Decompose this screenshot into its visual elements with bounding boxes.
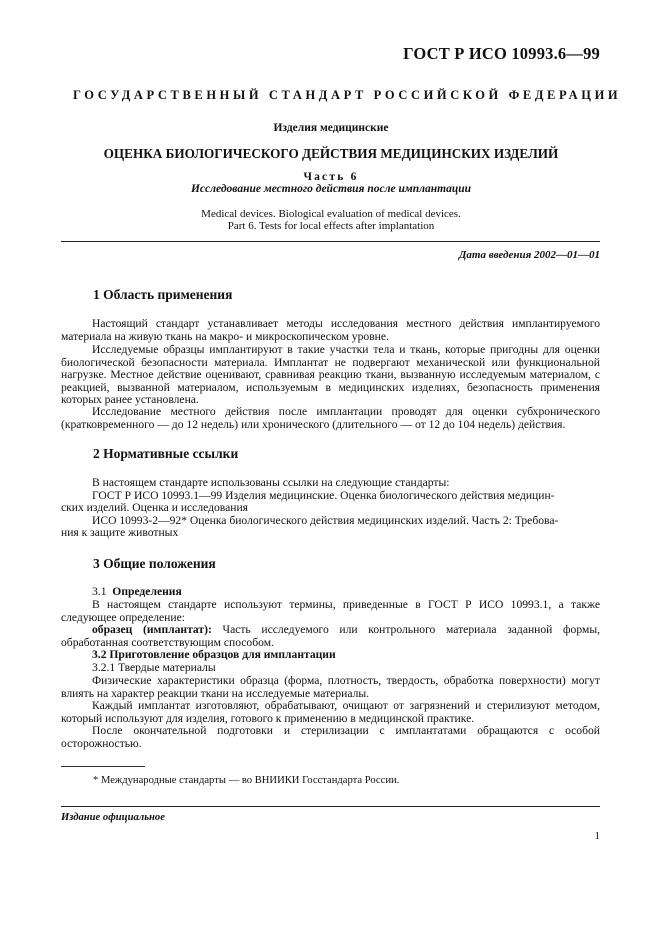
subsection-3-1-title: Определения (112, 585, 182, 598)
subsection-3-1 (92, 586, 600, 599)
section-2-line-4: ИСО 10993-2—92* Оценка биологического действия медицинских изделий. Часть 2: Требова- (92, 514, 559, 527)
page-number: 1 (594, 830, 600, 842)
section-1-paragraph-3: Исследование местного действия после имплантации проводят для оценки субхронического (кратковременного — до 12 недель) или хронического (длительного — от 12 до 104 недель) действия. (61, 405, 600, 431)
subsection-3-2-1-paragraph-1: Физические характеристики образца (форма, плотность, твердость, обработка поверхности) могут влиять на характер реакции ткани на исследуемые материалы. (61, 674, 600, 700)
section-1-paragraph-1: Настоящий стандарт устанавливает методы исследования местного действия имплантируемого материала на живую ткань на макро- и микроскопическом уровне. (61, 317, 600, 343)
document-main-title: ОЦЕНКА БИОЛОГИЧЕСКОГО ДЕЙСТВИЯ МЕДИЦИНСКИХ ИЗДЕЛИЙ (103, 146, 559, 161)
english-title-line-2: Part 6. Tests for local effects after implantation (227, 220, 435, 232)
subsection-3-2-1-paragraph-2: Каждый имплантат изготовляют, обрабатывают, очищают от загрязнений и стерилизуют методом, который используют для изделия, готового к применению в медицинской практике. (61, 699, 600, 725)
subsection-3-1-number: 3.1 (92, 585, 107, 598)
section-2-line-5: ния к защите животных (61, 526, 179, 539)
official-edition-label: Издание официальное (61, 812, 165, 823)
english-title-line-1: Medical devices. Biological evaluation of medical devices. (201, 208, 461, 220)
definition-term: образец (имплантат): (92, 623, 212, 636)
definition-specimen (61, 624, 600, 649)
subsection-3-2-1-heading: 3.2.1 Твердые материалы (92, 661, 216, 674)
document-subtitle: Изделия медицинские (273, 122, 389, 134)
subsection-3-1-text: В настоящем стандарте используют термины, приведенные в ГОСТ Р ИСО 10993.1, а также следующее определение: (61, 598, 600, 624)
footer-divider (61, 806, 600, 807)
section-1-paragraph-2: Исследуемые образцы имплантируют в такие участки тела и ткань, которые пригодны для оценки биологической безопасности материала. Имплантат не подвергают механической или функциональной нагрузке. Местное действие оценивают, сравнивая реакцию ткани, вызванную исследуемым материалом, с реакцией, вызванной материалом, используемым в медицинских изделиях, безопасность применения которых ранее установлена. (61, 343, 600, 407)
footnote: * Международные стандарты — во ВНИИКИ Госстандарта России. (93, 775, 400, 786)
part-number: Часть 6 (303, 171, 359, 183)
part-title: Исследование местного действия после имплантации (190, 183, 472, 195)
section-1-heading: 1 Область применения (93, 287, 233, 302)
state-standard-banner: ГОСУДАРСТВЕННЫЙ СТАНДАРТ РОССИЙСКОЙ ФЕДЕРАЦИИ (73, 88, 622, 102)
footnote-divider (61, 766, 145, 767)
section-2-heading: 2 Нормативные ссылки (93, 446, 239, 461)
section-2-line-2: ГОСТ Р ИСО 10993.1—99 Изделия медицинские. Оценка биологического действия медицин- (92, 489, 555, 502)
section-2-line-3: ских изделий. Оценка и исследования (61, 501, 248, 514)
section-3-heading: 3 Общие положения (93, 556, 216, 571)
introduction-date: Дата введения 2002—01—01 (458, 249, 600, 261)
subsection-3-2-1-paragraph-3: После окончательной подготовки и стерилизации с имплантатами обращаются с особой осторожностью. (61, 724, 600, 750)
header-divider (61, 241, 600, 242)
section-2-line-1: В настоящем стандарте использованы ссылки на следующие стандарты: (92, 476, 450, 489)
definition-text: Часть исследуемого или контрольного материала заданной формы, обработанная соответствующим способом. (61, 623, 601, 649)
document-code: ГОСТ Р ИСО 10993.6—99 (403, 44, 600, 63)
subsection-3-2-heading: 3.2 Приготовление образцов для имплантации (92, 648, 336, 661)
